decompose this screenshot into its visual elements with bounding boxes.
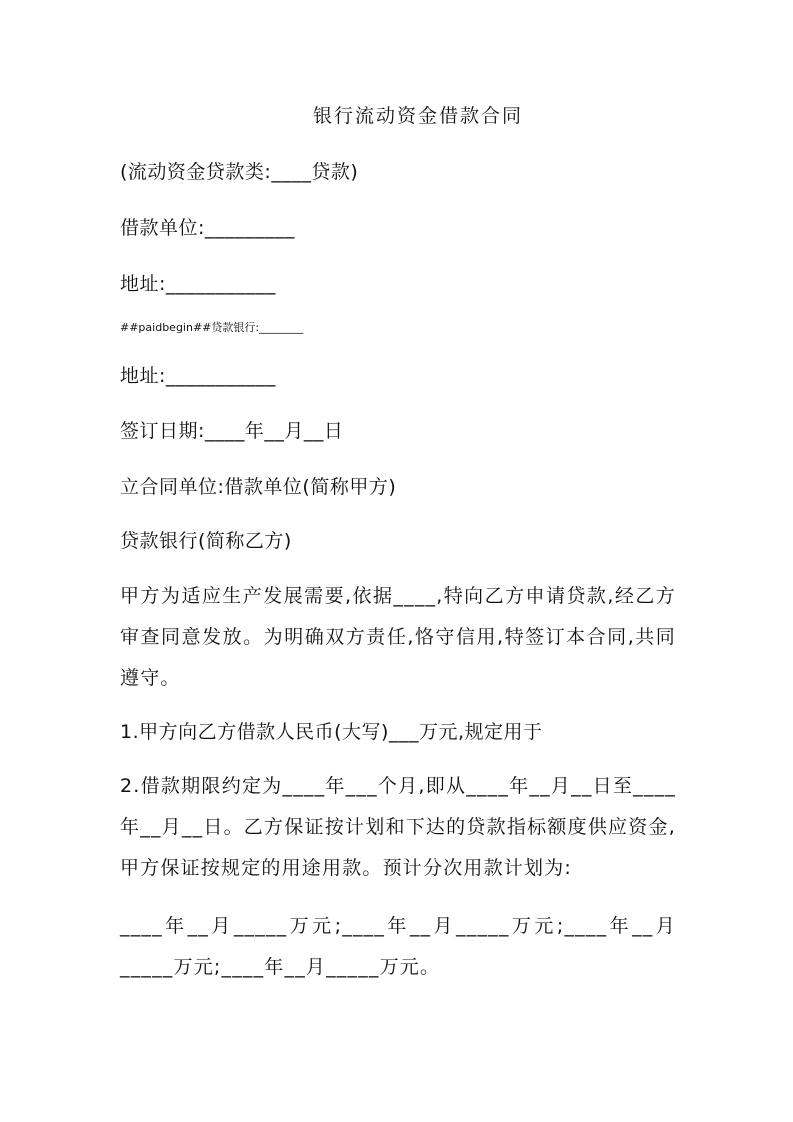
sign-date-line: 签订日期:____年__月__日	[120, 420, 344, 442]
paid-marker-line: ##paidbegin##贷款银行:________	[120, 321, 304, 334]
parties-line: 立合同单位:借款单位(简称甲方)	[120, 476, 397, 498]
borrower-address-line: 地址:___________	[120, 273, 276, 295]
intro-paragraph: 甲方为适应生产发展需要,依据____,特向乙方申请贷款,经乙方审查同意发放。为明确双方责任,恪守信用,特签订本合同,共同遵守。	[120, 585, 676, 689]
bank-party-line: 贷款银行(简称乙方)	[120, 530, 292, 552]
loan-type-line: (流动资金贷款类:____贷款)	[120, 161, 359, 183]
clause-2: 2.借款期限约定为____年___个月,即从____年__月__日至____年__月__日。乙方保证按计划和下达的贷款指标额度供应资金,甲方保证按规定的用途用款。预计分次用款计划为:	[120, 775, 676, 879]
clause-1: 1.甲方向乙方借款人民币(大写)___万元,规定用于	[120, 721, 543, 743]
borrower-line: 借款单位:_________	[120, 217, 295, 239]
schedule-paragraph: ____年__月_____万元;____年__月_____万元;____年__月_____万元;____年__月_____万元。	[120, 915, 676, 978]
bank-address-line: 地址:___________	[120, 365, 276, 387]
document-title: 银行流动资金借款合同	[312, 105, 523, 127]
